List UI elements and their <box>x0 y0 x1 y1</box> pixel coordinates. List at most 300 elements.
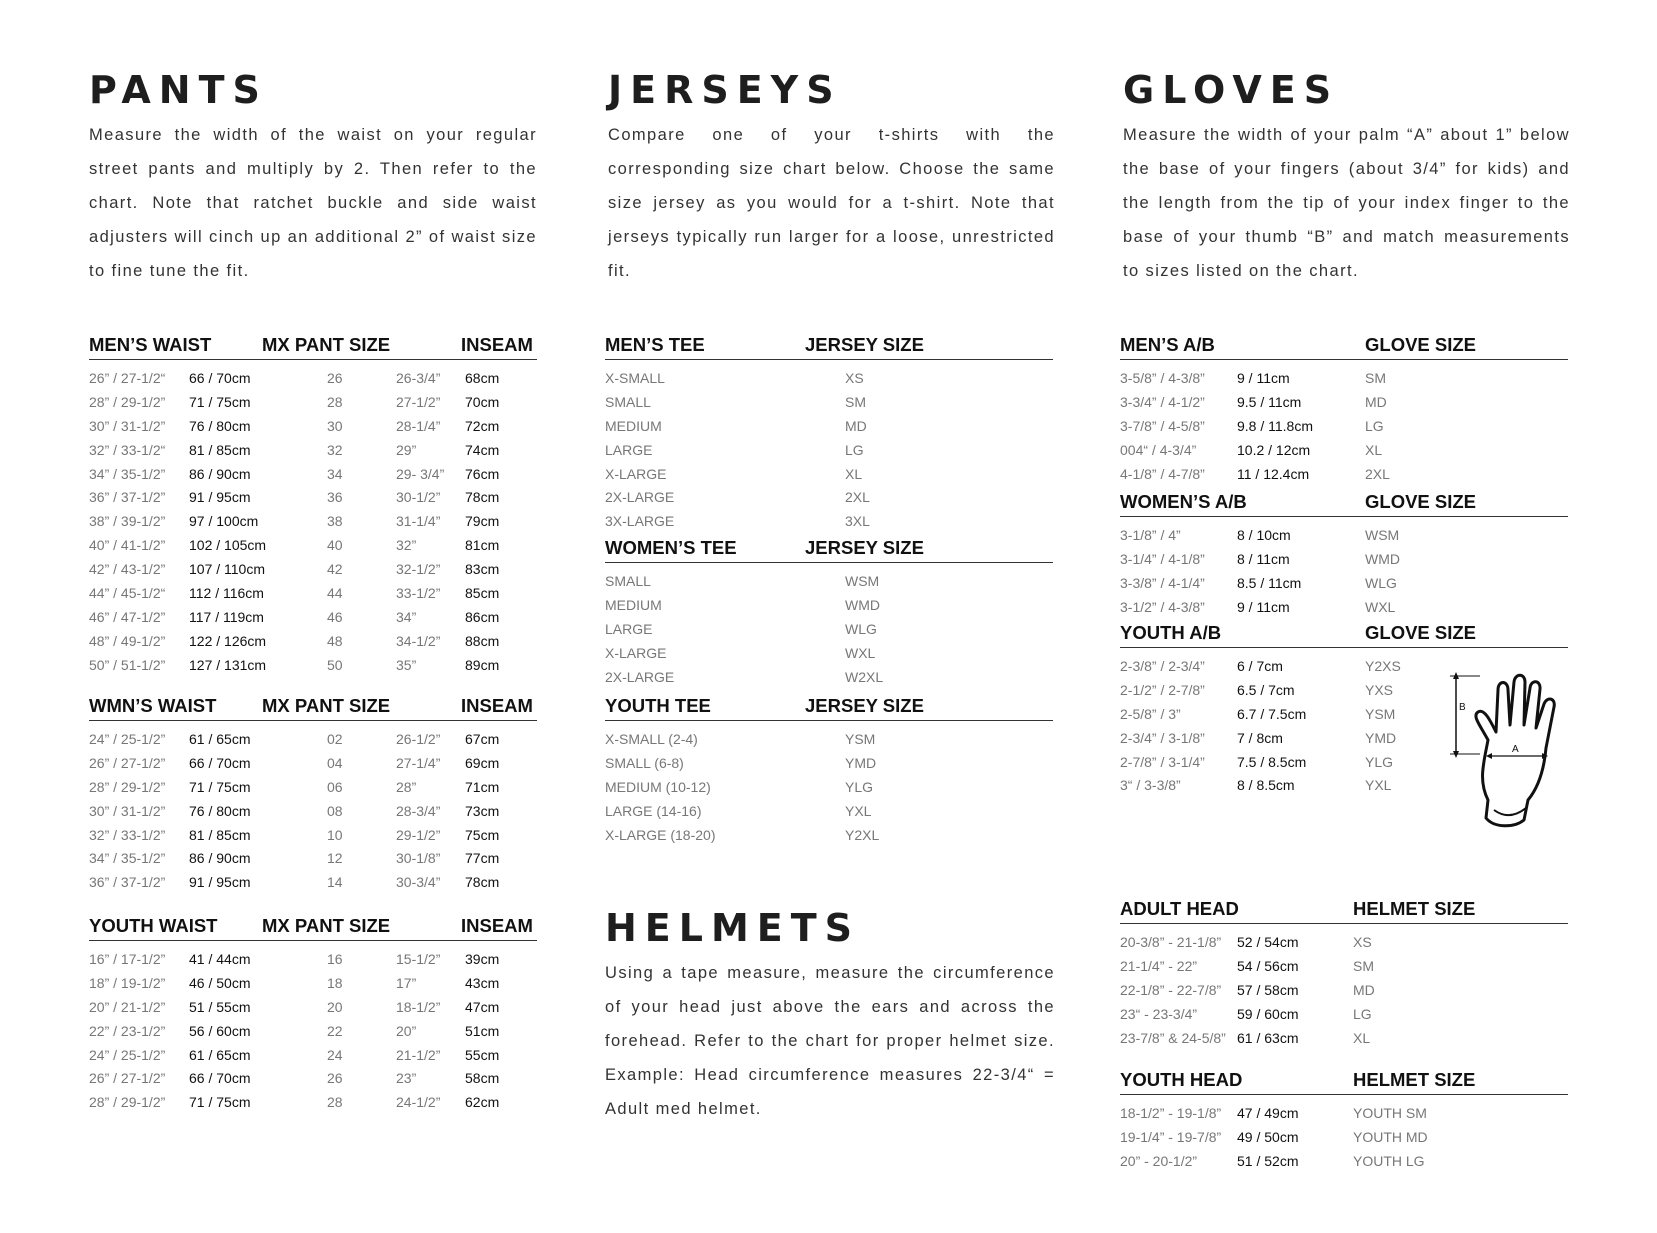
pants-section <box>89 68 537 288</box>
table-cell: 22” / 23-1/2” <box>89 1022 166 1039</box>
table-cell: 46 <box>327 608 343 625</box>
table-cell: 2-7/8” / 3-1/4” <box>1120 753 1205 770</box>
table-cell: 62cm <box>465 1094 500 1111</box>
table-header <box>89 694 537 721</box>
table-cell: YLG <box>1365 753 1394 770</box>
table-row <box>89 531 537 555</box>
table-cell: 30-1/8” <box>396 850 441 867</box>
table-cell: LARGE (14-16) <box>605 802 702 819</box>
column-header: JERSEY SIZE <box>805 537 924 558</box>
table-cell: 47 / 49cm <box>1237 1105 1299 1121</box>
table-row <box>605 507 1053 531</box>
table-cell: 2-5/8” / 3” <box>1120 705 1181 722</box>
column-header: MEN’S WAIST <box>89 334 212 355</box>
table-row <box>1120 388 1568 412</box>
table-row <box>89 627 537 651</box>
table-cell: 58cm <box>465 1070 500 1087</box>
column-header: GLOVE SIZE <box>1365 491 1477 512</box>
table-cell: 71 / 75cm <box>189 1094 251 1111</box>
table-cell: 04 <box>327 754 343 771</box>
column-header: HELMET SIZE <box>1353 1069 1476 1090</box>
table-cell: 19-1/4” - 19-7/8” <box>1120 1128 1222 1145</box>
table-row <box>89 993 537 1017</box>
table-cell: 67cm <box>465 731 500 747</box>
column-header: WOMEN’S TEE <box>605 537 737 558</box>
table-cell: YOUTH MD <box>1353 1128 1428 1145</box>
table-row <box>605 483 1053 507</box>
table-cell: 34” <box>396 608 417 625</box>
table-cell: 32 <box>327 441 343 458</box>
table-cell: 77cm <box>465 850 500 867</box>
table-cell: 86 / 90cm <box>189 850 251 867</box>
table-cell: 8 / 10cm <box>1237 527 1291 543</box>
table-row <box>1120 1099 1568 1123</box>
table-cell: 27-1/4” <box>396 754 441 771</box>
helmets-section <box>605 906 1055 1126</box>
table-row <box>89 945 537 969</box>
table-cell: WXL <box>845 644 876 661</box>
table-cell: 3-5/8” / 4-3/8” <box>1120 370 1205 386</box>
table-row <box>1120 460 1568 484</box>
table-cell: WXL <box>1365 598 1396 615</box>
table-header <box>605 694 1053 721</box>
table-cell: 28-3/4” <box>396 802 441 819</box>
table-cell: 24” / 25-1/2” <box>89 1046 166 1063</box>
table-cell: 02 <box>327 731 343 747</box>
table-cell: 40” / 41-1/2” <box>89 537 166 554</box>
table-row <box>605 436 1053 460</box>
table-cell: 66 / 70cm <box>189 754 251 771</box>
table-cell: W2XL <box>845 668 884 685</box>
table-cell: 2XL <box>1365 465 1390 482</box>
table-cell: 97 / 100cm <box>189 513 259 530</box>
table-cell: 2X-LARGE <box>605 668 675 685</box>
table-cell: 24” / 25-1/2” <box>89 731 166 747</box>
table-row <box>89 579 537 603</box>
table-row <box>89 555 537 579</box>
table-cell: 7 / 8cm <box>1237 729 1283 746</box>
table-cell: 46” / 47-1/2” <box>89 608 166 625</box>
table-row <box>605 639 1053 663</box>
table-cell: 79cm <box>465 513 500 530</box>
glove-label-b: B <box>1459 702 1466 713</box>
table-cell: 81 / 85cm <box>189 826 251 843</box>
table-cell: 71 / 75cm <box>189 393 251 410</box>
table-row <box>1120 1147 1568 1171</box>
table-row <box>1120 952 1568 976</box>
table-cell: 88cm <box>465 632 500 649</box>
table-cell: MEDIUM <box>605 596 662 613</box>
table-cell: 51 / 52cm <box>1237 1152 1299 1169</box>
table-cell: 22 <box>327 1022 343 1039</box>
table-cell: MD <box>845 417 867 434</box>
table-row <box>89 388 537 412</box>
table-cell: 20” <box>396 1022 417 1039</box>
table-cell: 42 <box>327 561 343 578</box>
helmets-description: Using a tape measure, measure the circumference of your head just above the ears and across the forehead. Refer to the chart for proper helmet size. Example: Head circumference measures 22-3/4“ = Adult med helmet. <box>605 964 1055 1118</box>
mens-glove-table <box>1120 333 1568 483</box>
column-header: INSEAM <box>461 915 533 936</box>
table-row <box>605 388 1053 412</box>
table-cell: 59 / 60cm <box>1237 1005 1299 1022</box>
table-cell: 9 / 11cm <box>1237 370 1290 386</box>
table-cell: 3-3/8” / 4-1/4” <box>1120 574 1205 591</box>
table-cell: 70cm <box>465 393 500 410</box>
table-cell: 20-3/8” - 21-1/8” <box>1120 934 1222 950</box>
mens-jersey-table <box>605 333 1053 531</box>
table-cell: Y2XL <box>845 826 880 843</box>
table-cell: 32-1/2” <box>396 561 441 578</box>
table-cell: 81cm <box>465 537 500 554</box>
table-cell: 75cm <box>465 826 500 843</box>
column-header: MX PANT SIZE <box>262 334 391 355</box>
table-cell: 11 / 12.4cm <box>1237 465 1310 482</box>
table-row <box>605 364 1053 388</box>
table-cell: MD <box>1353 981 1375 998</box>
table-cell: 81 / 85cm <box>189 441 251 458</box>
table-cell: YXL <box>1365 777 1392 794</box>
table-row <box>605 615 1053 639</box>
table-cell: 71cm <box>465 778 500 795</box>
table-cell: 78cm <box>465 874 500 891</box>
table-row <box>1120 1123 1568 1147</box>
table-cell: 18-1/2” <box>396 998 441 1015</box>
table-cell: 22-1/8” - 22-7/8” <box>1120 981 1222 998</box>
table-cell: MD <box>1365 393 1387 410</box>
table-row <box>1120 976 1568 1000</box>
table-cell: 33-1/2” <box>396 585 441 602</box>
table-cell: 3-1/4” / 4-1/8” <box>1120 550 1205 567</box>
table-cell: 29- 3/4” <box>396 465 445 482</box>
column-header: YOUTH A/B <box>1120 622 1222 643</box>
table-cell: 9.8 / 11.8cm <box>1237 417 1314 434</box>
mens-pants-table <box>89 333 537 675</box>
table-row <box>605 591 1053 615</box>
table-cell: 86cm <box>465 608 500 625</box>
table-row <box>89 797 537 821</box>
table-cell: 39cm <box>465 951 500 967</box>
table-cell: 29” <box>396 441 417 458</box>
column-header: YOUTH HEAD <box>1120 1069 1243 1090</box>
table-row <box>89 969 537 993</box>
table-cell: 51 / 55cm <box>189 998 251 1015</box>
table-row <box>1120 436 1568 460</box>
table-cell: X-SMALL (2-4) <box>605 731 698 747</box>
table-cell: 89cm <box>465 656 500 673</box>
table-cell: XL <box>845 465 863 482</box>
table-cell: 30 <box>327 417 343 434</box>
table-row <box>89 412 537 436</box>
table-cell: 28” / 29-1/2” <box>89 778 166 795</box>
table-cell: 30-3/4” <box>396 874 441 891</box>
table-cell: 32” <box>396 537 417 554</box>
table-cell: WMD <box>845 596 880 613</box>
table-cell: 20” / 21-1/2” <box>89 998 166 1015</box>
table-row <box>89 821 537 845</box>
jerseys-description: Compare one of your t-shirts with the corresponding size chart below. Choose the same size jersey as you would for a t-shirt. Note that jerseys typically run larger for a loose, unrestricted fit. <box>608 126 1055 280</box>
table-row <box>89 603 537 627</box>
table-cell: 36” / 37-1/2” <box>89 874 166 891</box>
column-header: GLOVE SIZE <box>1365 334 1477 355</box>
table-cell: 2-3/4” / 3-1/8” <box>1120 729 1205 746</box>
table-cell: 31-1/4” <box>396 513 441 530</box>
table-row <box>1120 1024 1568 1048</box>
table-cell: SMALL <box>605 393 651 410</box>
table-cell: 14 <box>327 874 343 891</box>
column-header: ADULT HEAD <box>1120 898 1239 919</box>
table-cell: 3-1/2” / 4-3/8” <box>1120 598 1205 615</box>
table-cell: 66 / 70cm <box>189 370 251 386</box>
table-cell: 38 <box>327 513 343 530</box>
table-row <box>605 725 1053 749</box>
table-cell: SM <box>845 393 866 410</box>
table-header <box>1120 1068 1568 1095</box>
table-cell: 18” / 19-1/2” <box>89 974 166 991</box>
table-cell: 48 <box>327 632 343 649</box>
womens-glove-table <box>1120 490 1568 617</box>
table-cell: YSM <box>845 731 876 747</box>
table-header <box>605 536 1053 563</box>
table-cell: 21-1/2” <box>396 1046 441 1063</box>
table-cell: 28 <box>327 393 343 410</box>
table-header <box>1120 333 1568 360</box>
table-cell: 26” / 27-1/2” <box>89 754 166 771</box>
table-cell: MEDIUM (10-12) <box>605 778 711 795</box>
table-cell: 35” <box>396 656 417 673</box>
table-cell: 9.5 / 11cm <box>1237 393 1302 410</box>
table-cell: XS <box>845 370 864 386</box>
table-cell: YXS <box>1365 681 1394 698</box>
table-cell: 32” / 33-1/2” <box>89 826 166 843</box>
table-cell: 28 <box>327 1094 343 1111</box>
table-cell: 36 <box>327 489 343 506</box>
column-header: MEN’S A/B <box>1120 334 1215 355</box>
column-header: INSEAM <box>461 334 533 355</box>
table-cell: 004“ / 4-3/4” <box>1120 441 1197 458</box>
table-cell: 54 / 56cm <box>1237 957 1299 974</box>
table-cell: LG <box>845 441 864 458</box>
table-cell: LARGE <box>605 620 653 637</box>
table-cell: 3X-LARGE <box>605 513 675 530</box>
table-cell: 72cm <box>465 417 500 434</box>
table-cell: XL <box>1353 1029 1371 1046</box>
pants-title: PANTS <box>89 68 268 112</box>
table-cell: 61 / 63cm <box>1237 1029 1299 1046</box>
helmets-title: HELMETS <box>605 906 861 950</box>
table-cell: 30-1/2” <box>396 489 441 506</box>
gloves-title: GLOVES <box>1123 68 1340 112</box>
pants-description: Measure the width of the waist on your regular street pants and multiply by 2. Then refer to the chart. Note that ratchet buckle and side waist adjusters will cinch up an additional 2” of waist size to fine tune the fit. <box>89 126 537 280</box>
table-cell: SM <box>1365 370 1386 386</box>
table-cell: 23” <box>396 1070 417 1087</box>
gloves-section <box>1123 68 1570 288</box>
table-cell: MEDIUM <box>605 417 662 434</box>
table-cell: 91 / 95cm <box>189 874 251 891</box>
table-cell: 3XL <box>845 513 870 530</box>
table-row <box>89 844 537 868</box>
table-cell: 69cm <box>465 754 500 771</box>
column-header: MEN’S TEE <box>605 334 705 355</box>
table-row <box>605 773 1053 797</box>
table-row <box>89 749 537 773</box>
table-cell: 26” / 27-1/2” <box>89 1070 166 1087</box>
table-cell: YOUTH LG <box>1353 1152 1425 1169</box>
table-cell: 16” / 17-1/2” <box>89 951 166 967</box>
table-row <box>1120 412 1568 436</box>
womens-jersey-table <box>605 536 1053 686</box>
table-cell: XS <box>1353 934 1372 950</box>
table-cell: 10 <box>327 826 343 843</box>
table-row <box>89 773 537 797</box>
table-cell: 76 / 80cm <box>189 802 251 819</box>
table-row <box>1120 928 1568 952</box>
table-cell: Y2XS <box>1365 658 1401 674</box>
table-cell: 46 / 50cm <box>189 974 251 991</box>
table-header <box>1120 490 1568 517</box>
table-cell: 91 / 95cm <box>189 489 251 506</box>
table-cell: 17” <box>396 974 417 991</box>
table-cell: X-LARGE <box>605 644 667 661</box>
table-cell: 86 / 90cm <box>189 465 251 482</box>
table-cell: 8 / 8.5cm <box>1237 777 1295 794</box>
table-cell: 47cm <box>465 998 500 1015</box>
table-cell: 26 <box>327 370 343 386</box>
table-cell: 18 <box>327 974 343 991</box>
table-cell: SMALL <box>605 573 651 589</box>
table-cell: 41 / 44cm <box>189 951 251 967</box>
table-cell: 24-1/2” <box>396 1094 441 1111</box>
glove-label-a: A <box>1512 744 1519 755</box>
table-cell: YSM <box>1365 705 1396 722</box>
table-row <box>89 725 537 749</box>
table-cell: 18-1/2” - 19-1/8” <box>1120 1105 1222 1121</box>
table-cell: 71 / 75cm <box>189 778 251 795</box>
table-cell: 38” / 39-1/2” <box>89 513 166 530</box>
table-header <box>1120 621 1568 648</box>
table-cell: X-LARGE (18-20) <box>605 826 716 843</box>
table-row <box>89 1064 537 1088</box>
table-cell: 28” / 29-1/2” <box>89 393 166 410</box>
table-cell: 66 / 70cm <box>189 1070 251 1087</box>
table-cell: 23“ - 23-3/4” <box>1120 1005 1198 1022</box>
table-cell: 34 <box>327 465 343 482</box>
table-cell: 44 <box>327 585 343 602</box>
table-header <box>605 333 1053 360</box>
table-cell: 44” / 45-1/2“ <box>89 585 166 602</box>
table-cell: YLG <box>845 778 874 795</box>
table-row <box>89 1017 537 1041</box>
table-cell: 43cm <box>465 974 500 991</box>
table-cell: 28-1/4” <box>396 417 441 434</box>
table-row <box>1120 521 1568 545</box>
table-cell: 107 / 110cm <box>189 561 266 578</box>
table-cell: WLG <box>845 620 877 637</box>
table-cell: 2-1/2” / 2-7/8” <box>1120 681 1205 698</box>
table-cell: 49 / 50cm <box>1237 1128 1299 1145</box>
table-row <box>89 483 537 507</box>
table-cell: 2-3/8” / 2-3/4” <box>1120 658 1205 674</box>
table-row <box>605 797 1053 821</box>
table-cell: 117 / 119cm <box>189 608 264 625</box>
table-cell: YMD <box>1365 729 1397 746</box>
table-cell: X-LARGE <box>605 465 667 482</box>
table-cell: 30” / 31-1/2” <box>89 417 166 434</box>
table-cell: 34-1/2” <box>396 632 441 649</box>
gloves-description: Measure the width of your palm “A” about 1” below the base of your fingers (about 3/4” for kids) and the length from the tip of your index finger to the base of your thumb “B” and match measurements to sizes listed on the chart. <box>1123 126 1570 280</box>
womens-pants-table <box>89 694 537 892</box>
column-header: WMN’S WAIST <box>89 695 217 716</box>
table-cell: 51cm <box>465 1022 500 1039</box>
table-cell: 50 <box>327 656 343 673</box>
table-row <box>89 460 537 484</box>
table-cell: 8 / 11cm <box>1237 550 1290 567</box>
table-cell: 83cm <box>465 561 500 578</box>
table-cell: 10.2 / 12cm <box>1237 441 1311 458</box>
table-cell: 08 <box>327 802 343 819</box>
table-cell: WSM <box>1365 527 1400 543</box>
table-cell: 68cm <box>465 370 500 386</box>
table-cell: WSM <box>845 573 880 589</box>
table-row <box>89 651 537 675</box>
table-cell: 2X-LARGE <box>605 489 675 506</box>
table-cell: SM <box>1353 957 1374 974</box>
table-cell: 76 / 80cm <box>189 417 251 434</box>
table-cell: 23-7/8” & 24-5/8” <box>1120 1029 1226 1046</box>
adult-helmet-table <box>1120 897 1568 1047</box>
table-cell: 12 <box>327 850 343 867</box>
table-row <box>605 412 1053 436</box>
table-cell: 6.7 / 7.5cm <box>1237 705 1307 722</box>
column-header: JERSEY SIZE <box>805 334 924 355</box>
table-cell: 55cm <box>465 1046 500 1063</box>
table-cell: 42” / 43-1/2” <box>89 561 166 578</box>
table-cell: 2XL <box>845 489 870 506</box>
table-row <box>1120 593 1568 617</box>
table-cell: 7.5 / 8.5cm <box>1237 753 1307 770</box>
table-row <box>605 663 1053 687</box>
table-cell: YOUTH SM <box>1353 1105 1427 1121</box>
table-cell: 40 <box>327 537 343 554</box>
table-cell: 56 / 60cm <box>189 1022 251 1039</box>
table-cell: 122 / 126cm <box>189 632 267 649</box>
table-cell: 61 / 65cm <box>189 731 251 747</box>
table-cell: 06 <box>327 778 343 795</box>
column-header: MX PANT SIZE <box>262 915 391 936</box>
youth-pants-table <box>89 914 537 1112</box>
table-header <box>1120 897 1568 924</box>
table-cell: YXL <box>845 802 872 819</box>
table-cell: 3“ / 3-3/8” <box>1120 777 1181 794</box>
table-cell: 6 / 7cm <box>1237 658 1283 674</box>
table-cell: 85cm <box>465 585 500 602</box>
table-cell: 8.5 / 11cm <box>1237 574 1302 591</box>
table-cell: YMD <box>845 754 877 771</box>
table-cell: 30” / 31-1/2” <box>89 802 166 819</box>
table-cell: 52 / 54cm <box>1237 934 1299 950</box>
table-cell: 34” / 35-1/2” <box>89 850 166 867</box>
table-cell: 34” / 35-1/2” <box>89 465 166 482</box>
table-cell: 16 <box>327 951 343 967</box>
table-cell: 4-1/8” / 4-7/8” <box>1120 465 1205 482</box>
jerseys-section <box>608 68 1055 288</box>
column-header: JERSEY SIZE <box>805 695 924 716</box>
table-cell: 28” <box>396 778 417 795</box>
table-cell: LARGE <box>605 441 653 458</box>
column-header: WOMEN’S A/B <box>1120 491 1247 512</box>
table-cell: 20” - 20-1/2” <box>1120 1152 1198 1169</box>
table-cell: 9 / 11cm <box>1237 598 1290 615</box>
table-cell: 20 <box>327 998 343 1015</box>
